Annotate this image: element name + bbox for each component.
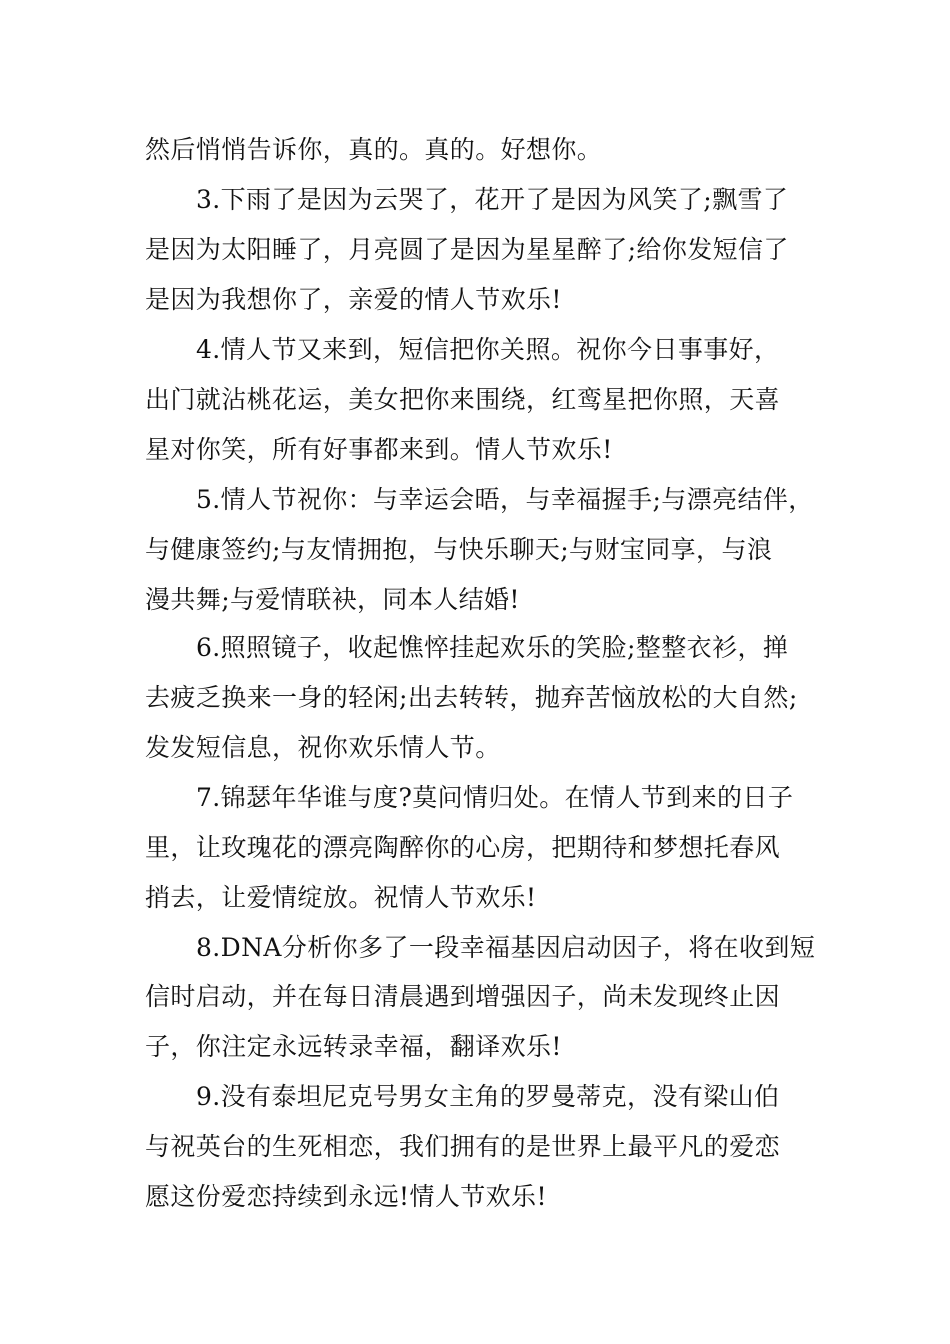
paragraph-4-line: 星对你笑，所有好事都来到。情人节欢乐! bbox=[145, 435, 613, 464]
paragraph-5-line: 漫共舞;与爱情联袂，同本人结婚! bbox=[145, 585, 520, 614]
paragraph-3-line: 3.下雨了是因为云哭了，花开了是因为风笑了;飘雪了 bbox=[196, 185, 789, 214]
paragraph-8-line: 子，你注定永远转录幸福，翻译欢乐! bbox=[145, 1032, 562, 1061]
paragraph-4-line: 出门就沾桃花运，美女把你来围绕，红鸾星把你照，天喜 bbox=[145, 385, 781, 414]
paragraph-9-line: 与祝英台的生死相恋，我们拥有的是世界上最平凡的爱恋 bbox=[145, 1132, 781, 1161]
paragraph-7-line: 7.锦瑟年华谁与度?莫问情归处。在情人节到来的日子 bbox=[196, 783, 794, 812]
paragraph-3-line: 是因为太阳睡了，月亮圆了是因为星星醉了;给你发短信了 bbox=[145, 235, 789, 264]
paragraph-5-line: 5.情人节祝你：与幸运会晤，与幸福握手;与漂亮结伴， bbox=[196, 485, 814, 514]
paragraph-7-line: 捎去，让爱情绽放。祝情人节欢乐! bbox=[145, 883, 537, 912]
paragraph-8-line: 信时启动，并在每日清晨遇到增强因子，尚未发现终止因 bbox=[145, 982, 781, 1011]
paragraph-9-line: 愿这份爱恋持续到永远!情人节欢乐! bbox=[145, 1182, 547, 1211]
paragraph-8-line: 8.DNA分析你多了一段幸福基因启动因子，将在收到短 bbox=[196, 933, 816, 962]
paragraph-6-line: 6.照照镜子，收起憔悴挂起欢乐的笑脸;整整衣衫，掸 bbox=[196, 633, 789, 662]
paragraph-3-line: 是因为我想你了，亲爱的情人节欢乐! bbox=[145, 285, 562, 314]
text-line: 然后悄悄告诉你，真的。真的。好想你。 bbox=[145, 135, 603, 164]
paragraph-4-line: 4.情人节又来到，短信把你关照。祝你今日事事好， bbox=[196, 335, 780, 364]
paragraph-9-line: 9.没有泰坦尼克号男女主角的罗曼蒂克，没有梁山伯 bbox=[196, 1082, 780, 1111]
paragraph-5-line: 与健康签约;与友情拥抱，与快乐聊天;与财宝同享，与浪 bbox=[145, 535, 773, 564]
paragraph-6-line: 去疲乏换来一身的轻闲;出去转转，抛弃苦恼放松的大自然; bbox=[145, 683, 798, 712]
paragraph-7-line: 里，让玫瑰花的漂亮陶醉你的心房，把期待和梦想托春风 bbox=[145, 833, 781, 862]
paragraph-6-line: 发发短信息，祝你欢乐情人节。 bbox=[145, 733, 501, 762]
